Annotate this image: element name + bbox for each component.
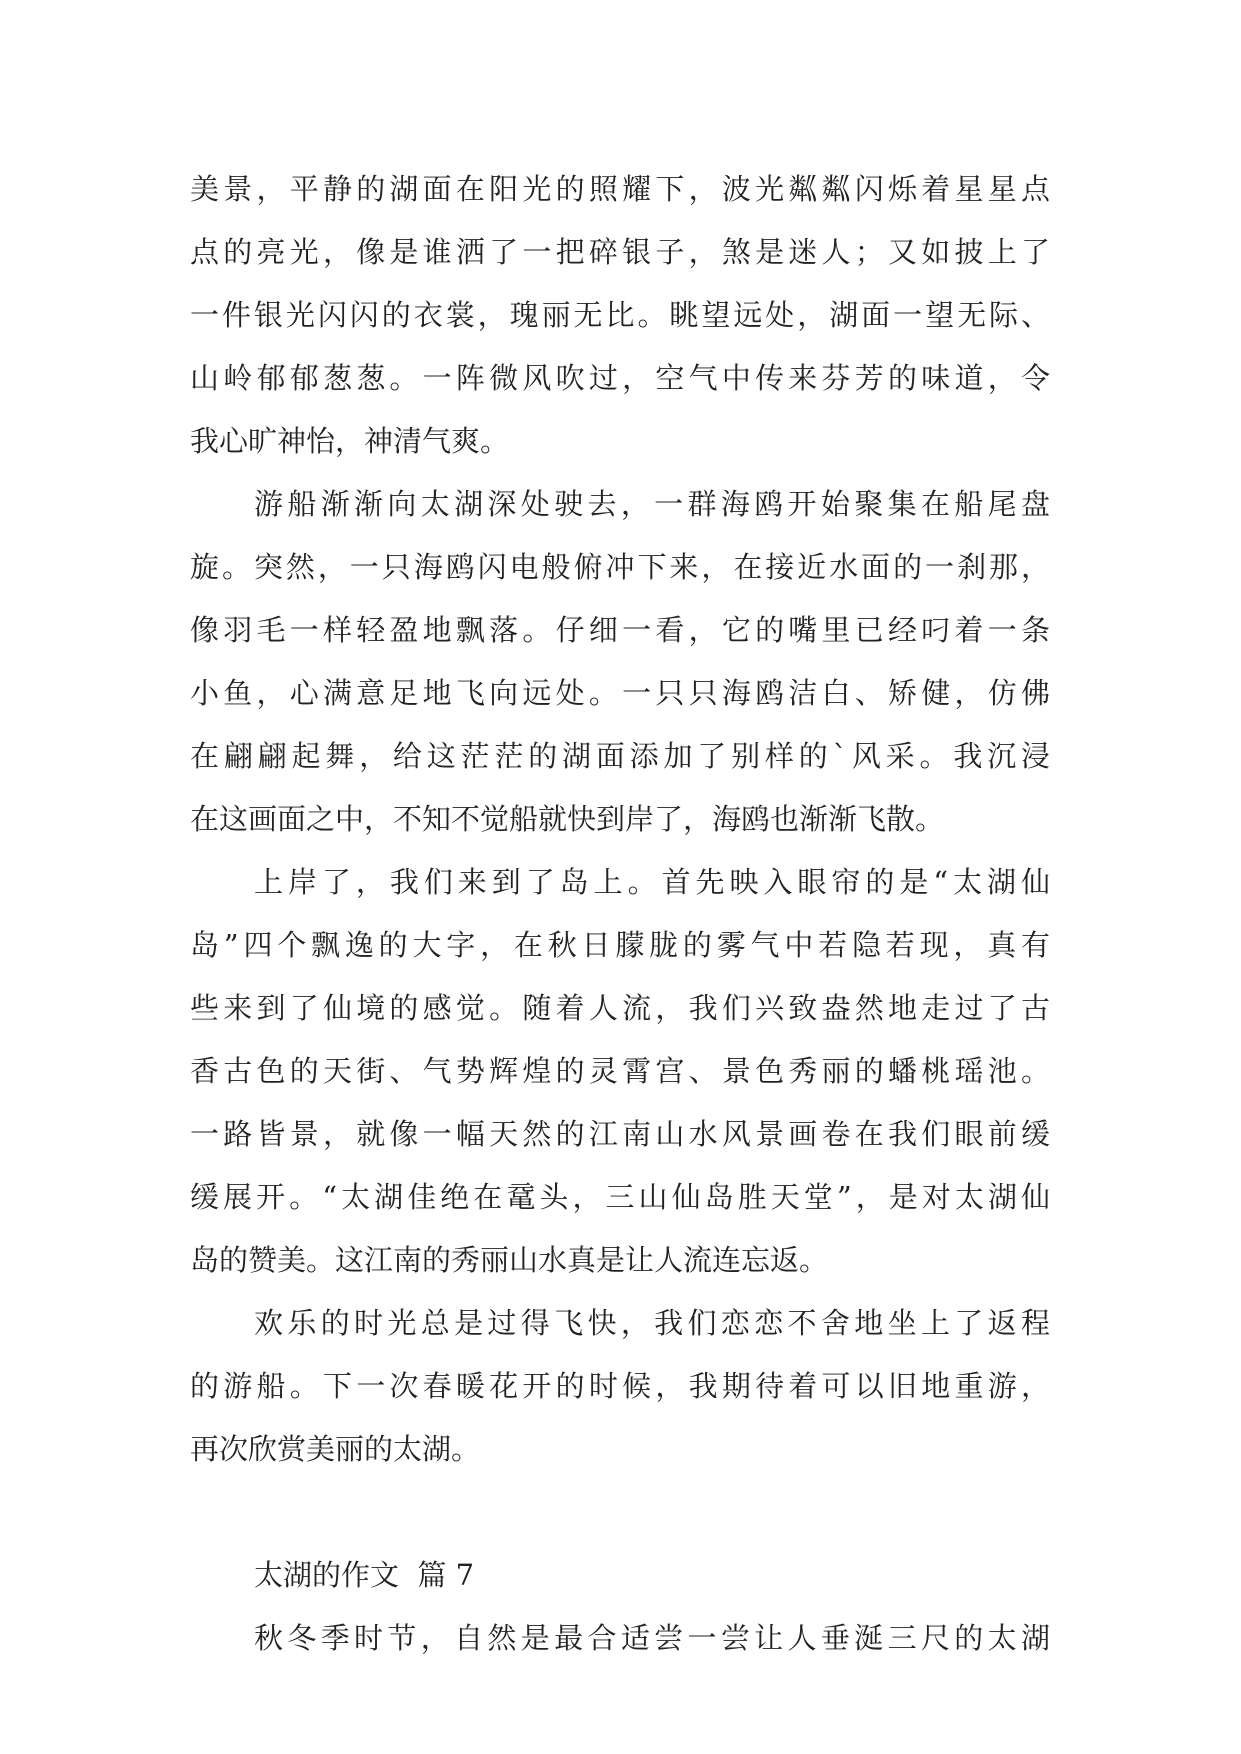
paragraph xyxy=(190,473,1050,851)
text-line: 我心旷神怡，神清气爽。 xyxy=(190,424,510,458)
text-line: 一路皆景，就像一幅天然的江南山水风景画卷在我们眼前缓 xyxy=(190,1117,1050,1151)
text-line: 小鱼，心满意足地飞向远处。一只只海鸥洁白、矫健，仿佛 xyxy=(190,676,1050,710)
paragraph xyxy=(190,158,1050,473)
text-line: 游船渐渐向太湖深处驶去，一群海鸥开始聚集在船尾盘 xyxy=(254,487,1050,521)
text-line: 像羽毛一样轻盈地飘落。仔细一看，它的嘴里已经叼着一条 xyxy=(190,613,1050,647)
text-line: 秋冬季时节，自然是最合适尝一尝让人垂涎三尺的太湖 xyxy=(254,1621,1050,1655)
text-line: 的游船。下一次春暖花开的时候，我期待着可以旧地重游， xyxy=(190,1369,1050,1403)
text-line: 岛的赞美。这江南的秀丽山水真是让人流连忘返。 xyxy=(190,1243,829,1277)
text-line: 在翩翩起舞，给这茫茫的湖面添加了别样的`风采。我沉浸 xyxy=(190,739,1050,773)
text-line: 欢乐的时光总是过得飞快，我们恋恋不舍地坐上了返程 xyxy=(254,1306,1050,1340)
text-line: 山岭郁郁葱葱。一阵微风吹过，空气中传来芬芳的味道，令 xyxy=(190,361,1050,395)
text-line: 再次欣赏美丽的太湖。 xyxy=(190,1432,481,1466)
section-heading: 太湖的作文 篇 7 xyxy=(254,1558,475,1592)
text-line: 上岸了，我们来到了岛上。首先映入眼帘的是“太湖仙 xyxy=(254,865,1050,899)
text-line: 一件银光闪闪的衣裳，瑰丽无比。眺望远处，湖面一望无际、 xyxy=(190,298,1050,332)
text-line: 旋。突然，一只海鸥闪电般俯冲下来，在接近水面的一刹那， xyxy=(190,550,1050,584)
section-gap xyxy=(190,1481,1050,1544)
text-line: 缓展开。“太湖佳绝在鼋头，三山仙岛胜天堂”，是对太湖仙 xyxy=(190,1180,1050,1214)
text-line: 在这画面之中，不知不觉船就快到岸了，海鸥也渐渐飞散。 xyxy=(190,802,945,836)
document-body xyxy=(190,158,1050,1670)
text-line: 点的亮光，像是谁洒了一把碎银子，煞是迷人；又如披上了 xyxy=(190,235,1050,269)
paragraph xyxy=(190,1292,1050,1481)
paragraph xyxy=(190,851,1050,1292)
text-line: 香古色的天街、气势辉煌的灵霄宫、景色秀丽的蟠桃瑶池。 xyxy=(190,1054,1050,1088)
text-line: 美景，平静的湖面在阳光的照耀下，波光粼粼闪烁着星星点 xyxy=(190,172,1050,206)
text-line: 些来到了仙境的感觉。随着人流，我们兴致盎然地走过了古 xyxy=(190,991,1050,1025)
text-line: 岛”四个飘逸的大字，在秋日朦胧的雾气中若隐若现，真有 xyxy=(190,928,1050,962)
